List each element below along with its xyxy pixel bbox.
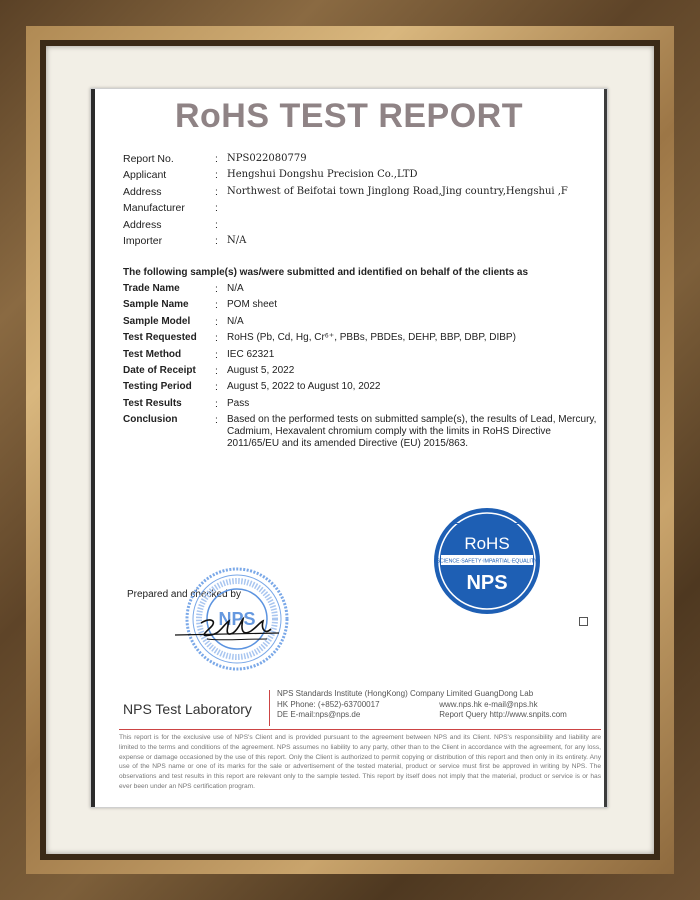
seal-band-text: SCIENCE·SAFETY·IMPARTIAL·EQUALITY <box>436 558 538 565</box>
seal-top-text: RoHS <box>464 534 510 553</box>
lab-info-line <box>277 710 607 721</box>
field-value: POM sheet <box>227 299 278 311</box>
field-label: Testing Period <box>123 381 192 393</box>
lab-email: DE E-mail:nps@nps.de <box>277 710 361 719</box>
field-label: Test Results <box>123 397 182 409</box>
lab-info-line <box>277 700 607 711</box>
field-label: Report No. <box>123 153 174 165</box>
field-colon: : <box>215 202 218 215</box>
field-address <box>123 186 603 202</box>
report-fields <box>123 153 603 251</box>
certificate-document <box>90 88 608 808</box>
conclusion-text: Based on the performed tests on submitted sample(s), the results of Lead, Mercury, Cadmium, Hexavalent chromium comply with the limits in RoHS Directive 2011/65/EU and its amended Directive (EU) 2015/863. <box>227 414 597 450</box>
field-applicant <box>123 169 603 185</box>
prepared-by-label: Prepared and checked by <box>127 589 241 600</box>
field-value: NPS022080779 <box>227 153 307 164</box>
field-label: Manufacturer <box>123 202 185 215</box>
lab-web: www.nps.hk e-mail@nps.hk <box>439 699 538 709</box>
field-value: N/A <box>227 283 244 294</box>
field-value: Northwest of Beifotai town Jinglong Road,Jing country,Hengshui ,F <box>227 185 568 197</box>
field-test-requested <box>123 332 603 348</box>
stamp-center-text: NPS <box>218 609 256 629</box>
sample-intro: The following sample(s) was/were submitted and identified on behalf of the clients as <box>123 267 529 278</box>
field-label: Test Method <box>123 348 182 360</box>
lab-report-query: Report Query http://www.snpits.com <box>439 710 567 719</box>
report-title: RoHS TEST REPORT <box>174 97 524 135</box>
field-test-method <box>123 349 603 365</box>
field-value: August 5, 2022 to August 10, 2022 <box>227 381 381 393</box>
field-manufacturer-address <box>123 219 603 235</box>
field-label: Applicant <box>123 169 167 182</box>
rohs-seal-icon <box>433 507 541 615</box>
field-value: Hengshui Dongshu Precision Co.,LTD <box>227 169 418 181</box>
field-value: N/A <box>227 234 247 246</box>
field-colon: : <box>215 299 218 312</box>
field-colon: : <box>215 381 218 394</box>
field-colon: : <box>215 332 218 345</box>
signature-icon <box>171 609 291 649</box>
disclaimer-text: This report is for the exclusive use of NPS's Client and is provided pursuant to the agreement between NPS and its Client. NPS's responsibility and liability are limited to the terms and conditions of the agreement. NPS assumes no liability to any party, other than to the Client in accordance with the agreement, for any loss, expense or damage occasioned by the use of this report. Only the Client is authorized to permit copying or distribution of this report and then only in its entirety. Any use of the NPS name or one of its marks for the sale or advertisement of the tested material, product or service must first be approved in writing by NPS. The observations and test results in this report are relevant only to the sample tested. This report by itself does not imply that the material, product or service is or has ever been under an NPS certification program. <box>119 734 601 790</box>
field-value: RoHS (Pb, Cd, Hg, Cr⁶⁺, PBBs, PBDEs, DEHP, BBP, DBP, DIBP) <box>227 332 516 344</box>
field-manufacturer <box>123 202 603 218</box>
field-test-results <box>123 398 603 414</box>
field-testing-period <box>123 381 603 397</box>
field-sample-model <box>123 316 603 332</box>
field-label: Test Requested <box>123 332 197 344</box>
field-trade-name <box>123 283 603 299</box>
field-colon: : <box>215 414 218 427</box>
field-colon: : <box>215 234 218 247</box>
field-colon: : <box>215 283 218 295</box>
field-label: Trade Name <box>123 283 180 294</box>
sample-fields <box>123 283 603 454</box>
field-conclusion <box>123 414 603 454</box>
field-value: Pass <box>227 397 250 409</box>
field-label: Importer <box>123 234 163 247</box>
field-colon: : <box>215 364 218 377</box>
checkbox-mark <box>579 617 588 626</box>
field-colon: : <box>215 153 218 165</box>
footer-rule <box>119 729 601 730</box>
field-sample-name <box>123 299 603 315</box>
field-value <box>227 219 603 235</box>
field-colon: : <box>215 185 218 198</box>
lab-info-line: NPS Standards Institute (HongKong) Company Limited GuangDong Lab <box>277 689 534 698</box>
lab-name: NPS Test Laboratory <box>123 701 252 717</box>
lab-contact-info <box>277 689 607 721</box>
lab-phone: HK Phone: (+852)-63700017 <box>277 699 380 709</box>
field-colon: : <box>215 218 218 231</box>
field-colon: : <box>215 169 218 182</box>
field-value: IEC 62321 <box>227 348 275 360</box>
field-value: August 5, 2022 <box>227 364 295 376</box>
field-colon: : <box>215 397 218 410</box>
field-value <box>227 202 603 218</box>
field-value: N/A <box>227 315 244 327</box>
field-label: Sample Name <box>123 299 189 311</box>
field-date-of-receipt <box>123 365 603 381</box>
field-label: Sample Model <box>123 315 191 327</box>
field-colon: : <box>215 348 218 361</box>
seal-bottom-text: NPS <box>466 572 508 594</box>
field-colon: : <box>215 315 218 328</box>
field-label: Address <box>123 185 162 198</box>
field-label: Date of Receipt <box>123 364 196 376</box>
lab-divider <box>269 690 270 726</box>
field-label: Conclusion <box>123 414 178 426</box>
field-label: Address <box>123 218 162 231</box>
field-importer <box>123 235 603 251</box>
field-report-no <box>123 153 603 169</box>
